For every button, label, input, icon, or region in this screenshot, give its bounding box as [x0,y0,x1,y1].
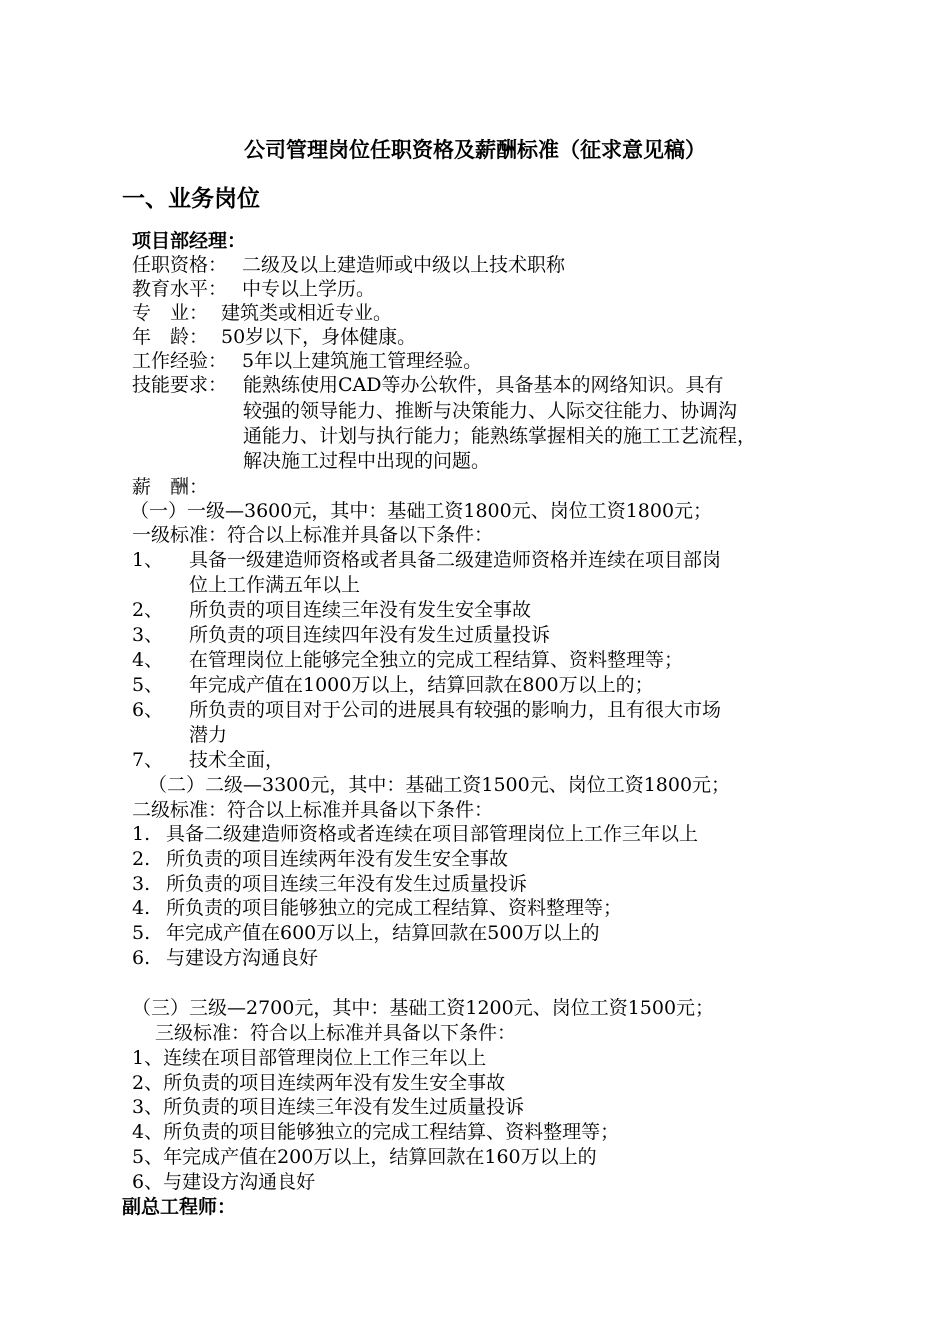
list-item-text: 所负责的项目连续两年没有发生安全事故 [166,848,509,870]
list-item: 4、所负责的项目能够独立的完成工程结算、资料整理等； [132,1121,620,1143]
level1-heading: （一）一级—3600元，其中：基础工资1800元、岗位工资1800元； [130,500,713,522]
section-heading-business-positions: 一、业务岗位 [122,186,260,212]
list-item-text: 年完成产值在600万以上，结算回款在500万以上的 [166,922,600,944]
experience-text: 5年以上建筑施工管理经验。 [242,350,483,372]
major-label: 专 业： [132,302,209,324]
list-number: 2. [132,848,151,870]
level2-standard: 二级标准：符合以上标准并具备以下条件： [132,799,494,821]
list-item-text: 所负责的项目连续三年没有发生过质量投诉 [166,873,528,895]
age-row [132,325,832,349]
list-item-text: 位上工作满五年以上 [189,574,361,596]
list-item: 6、与建设方沟通良好 [132,1171,316,1193]
level1-standard: 一级标准：符合以上标准并具备以下条件： [132,524,494,546]
list-number: 4、 [132,649,164,671]
major-text: 建筑类或相近专业。 [221,302,393,324]
qualification-text: 二级及以上建造师或中级以上技术职称 [242,254,566,276]
list-item-text: 潜力 [189,724,228,746]
list-item-text: 所负责的项目能够独立的完成工程结算、资料整理等； [166,897,623,919]
education-row [132,277,832,301]
qualification-label: 任职资格： [132,254,228,276]
level3-standard: 三级标准：符合以上标准并具备以下条件： [155,1022,517,1044]
list-item: 3、所负责的项目连续三年没有发生过质量投诉 [132,1096,525,1118]
education-text: 中专以上学历。 [242,278,376,300]
list-number: 1. [132,823,151,845]
list-number: 5、 [132,674,164,696]
list-number: 6、 [132,699,164,721]
list-item: 2、所负责的项目连续两年没有发生安全事故 [132,1072,506,1094]
list-number: 7、 [132,749,164,771]
list-number: 3、 [132,624,164,646]
list-item-text: 具备一级建造师资格或者具备二级建造师资格并连续在项目部岗 [189,549,722,571]
salary-label: 薪 酬： [132,476,209,498]
skills-line: 通能力、计划与执行能力；能熟练掌握相关的施工工艺流程， [243,425,757,447]
list-item-text: 在管理岗位上能够完全独立的完成工程结算、资料整理等； [189,649,684,671]
list-number: 2、 [132,599,164,621]
list-item-text: 技术全面， [189,749,285,771]
major-row [132,301,832,325]
list-number: 6. [132,947,151,969]
skills-line: 解决施工过程中出现的问题。 [243,450,491,472]
experience-label: 工作经验： [132,350,228,372]
list-item: 5、年完成产值在200万以上，结算回款在160万以上的 [132,1146,597,1168]
list-item-text: 所负责的项目连续四年没有发生过质量投诉 [189,624,551,646]
qualification-row [132,253,832,277]
level3-heading: （三）三级—2700元，其中：基础工资1200元、岗位工资1500元； [132,997,715,1019]
list-item-text: 与建设方沟通良好 [166,947,319,969]
pm-heading: 项目部经理： [132,230,247,252]
list-item-text: 年完成产值在1000万以上，结算回款在800万以上的； [189,674,654,696]
list-item-text: 具备二级建造师资格或者连续在项目部管理岗位上工作三年以上 [166,823,699,845]
education-label: 教育水平： [132,278,228,300]
list-number: 4. [132,897,151,919]
list-item: 1、连续在项目部管理岗位上工作三年以上 [132,1047,487,1069]
age-text: 50岁以下，身体健康。 [221,326,417,348]
list-number: 3. [132,873,151,895]
list-number: 1、 [132,549,164,571]
experience-row [132,349,832,373]
list-item-text: 所负责的项目连续三年没有发生安全事故 [189,599,532,621]
list-number: 5. [132,922,151,944]
list-item-text: 所负责的项目对于公司的进展具有较强的影响力，且有很大市场 [189,699,722,721]
level2-heading: （二）二级—3300元，其中：基础工资1500元、岗位工资1800元； [148,774,731,796]
skills-line: 较强的领导能力、推断与决策能力、人际交往能力、协调沟 [243,400,738,422]
document-title: 公司管理岗位任职资格及薪酬标准（征求意见稿） [244,138,706,162]
skills-line: 能熟练使用CAD等办公软件，具备基本的网络知识。具有 [243,374,724,396]
skills-label: 技能要求： [132,374,228,396]
age-label: 年 龄： [132,326,209,348]
deputy-chief-engineer-heading: 副总工程师： [122,1196,237,1218]
